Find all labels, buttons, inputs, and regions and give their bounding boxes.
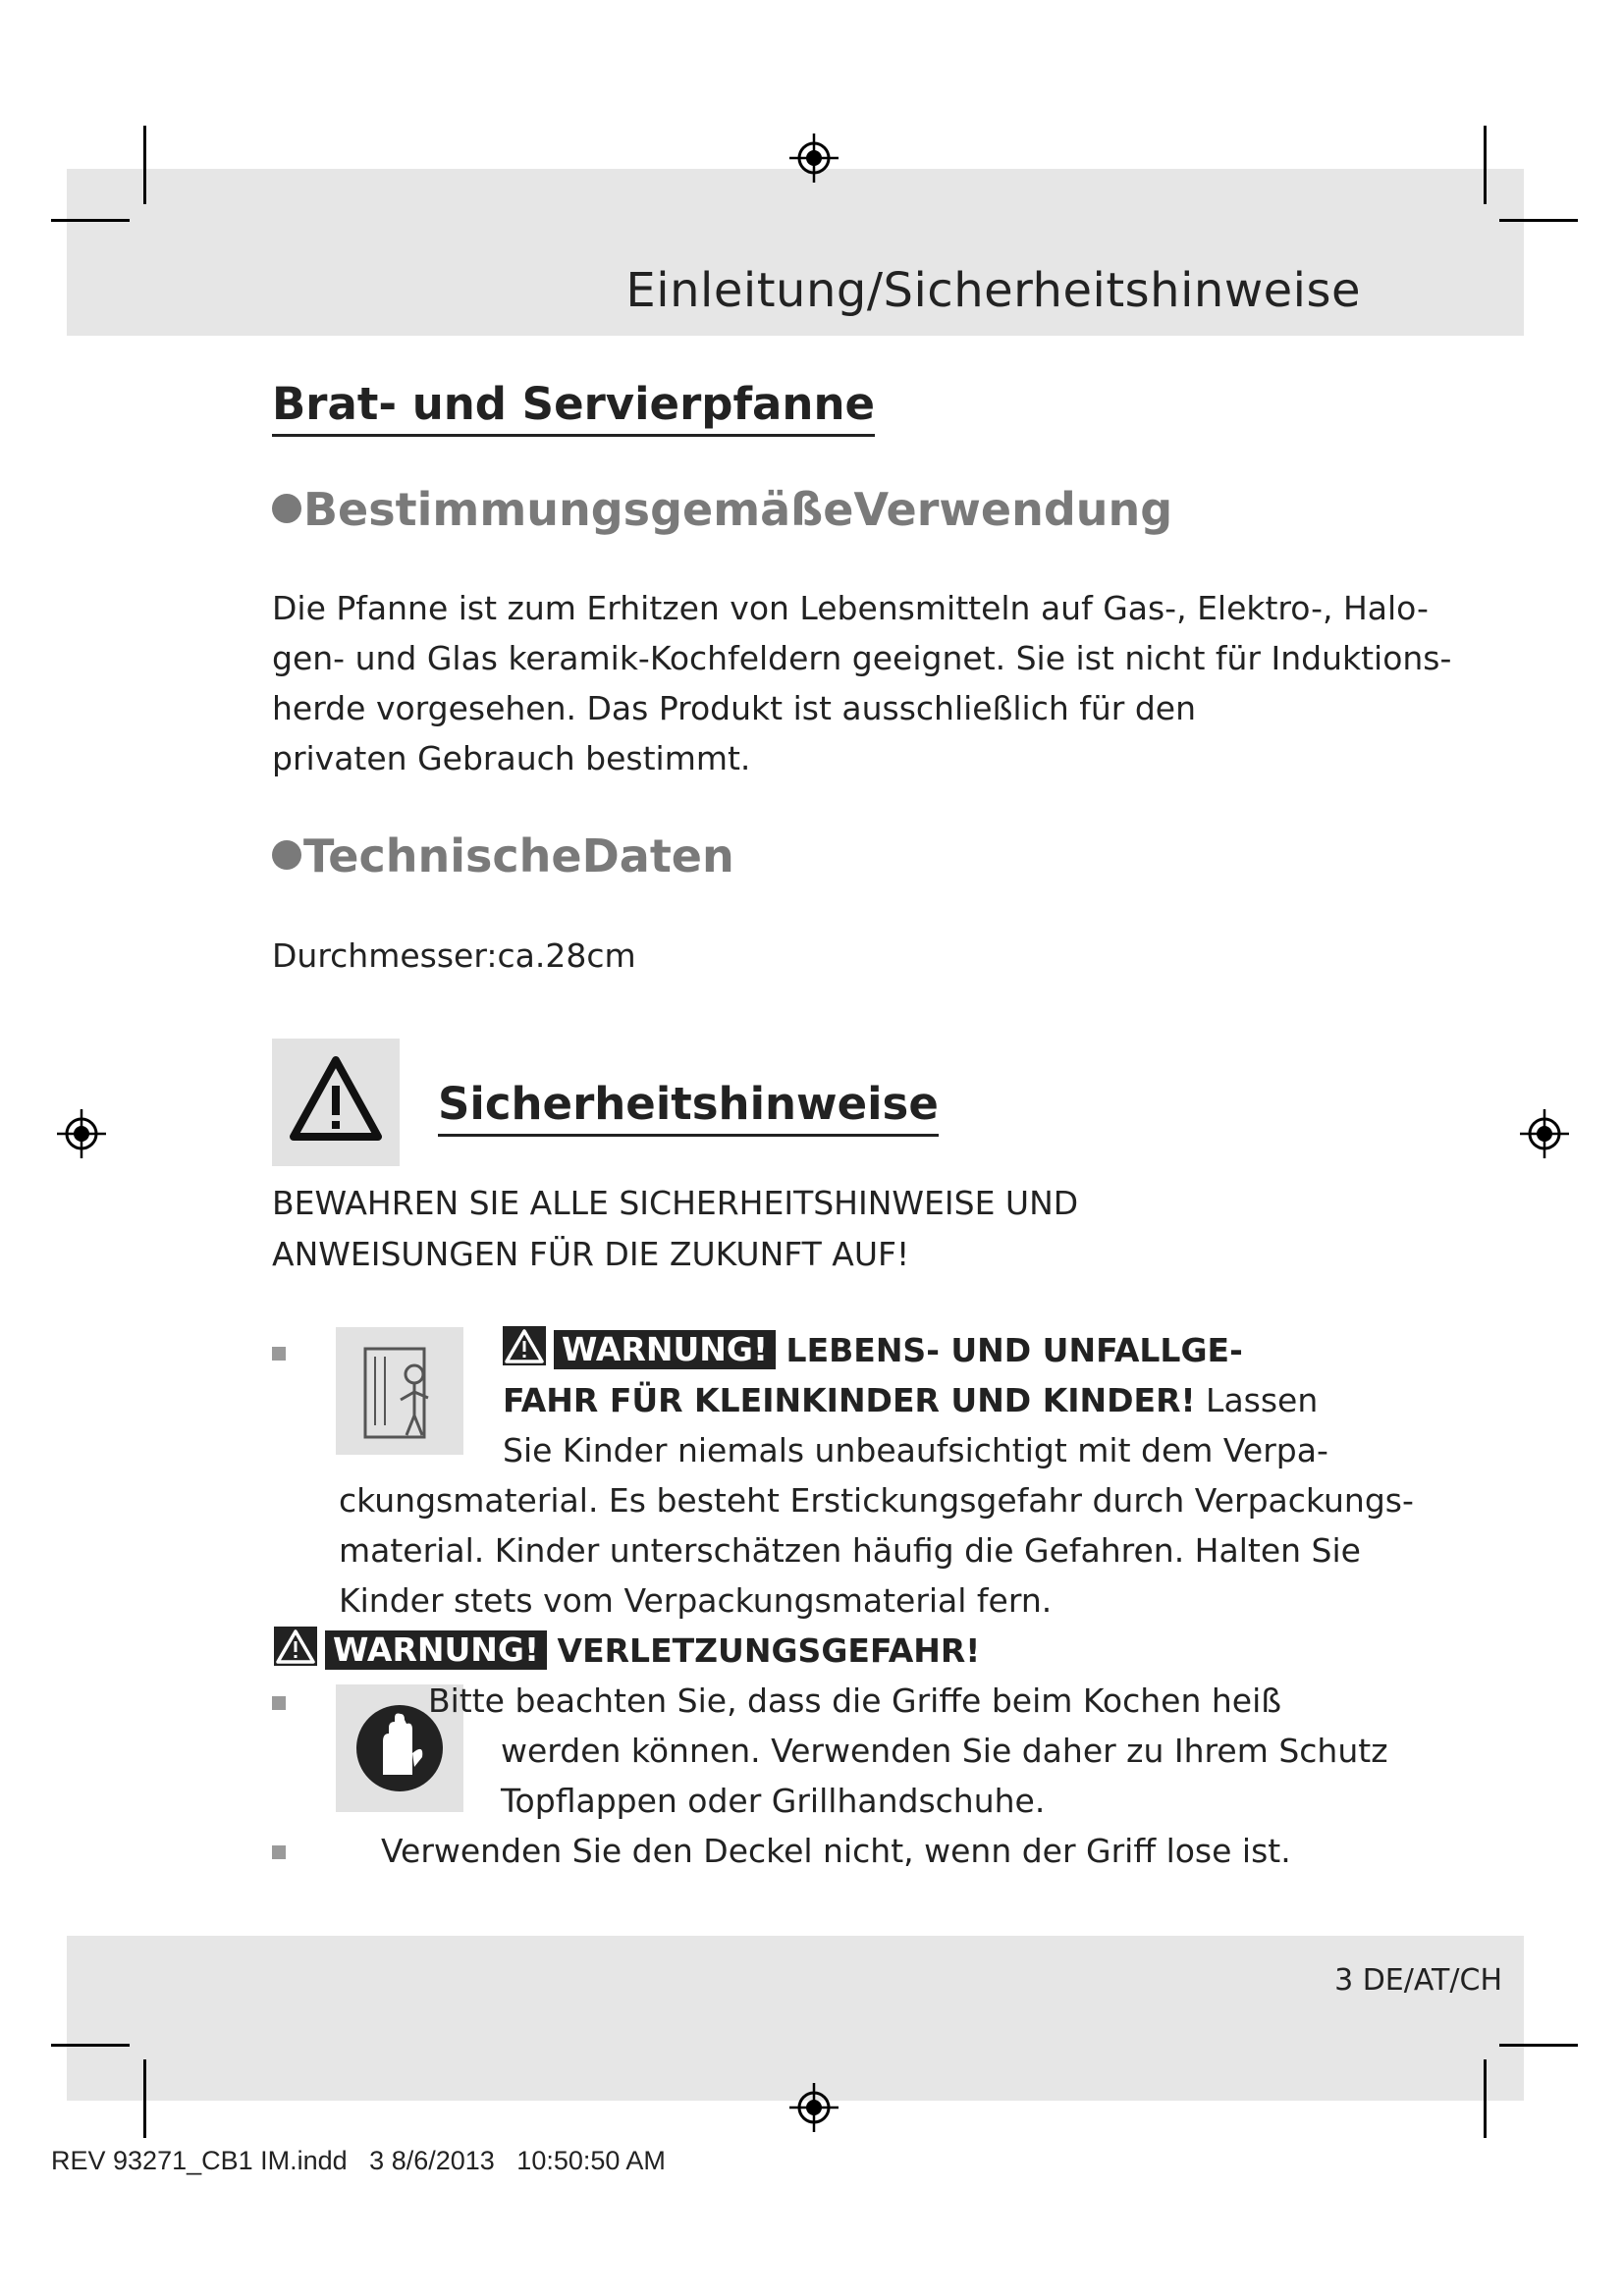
warning1-line3: Sie Kinder niemals unbeaufsichtigt mit dem Verpa-	[503, 1431, 1328, 1469]
crop-mark	[1484, 126, 1487, 204]
warning1-line6: Kinder stets vom Verpackungsmaterial fern.	[339, 1581, 1053, 1620]
page-header-title: Einleitung/Sicherheitshinweise	[625, 263, 1361, 318]
registration-mark-icon	[787, 2081, 840, 2134]
safety-icon-box	[272, 1039, 400, 1166]
bullet-square-icon	[272, 1347, 286, 1361]
warning2-heading: VERLETZUNGSGEFAHR!	[557, 1631, 981, 1670]
crop-mark	[1484, 2059, 1487, 2138]
crop-mark	[51, 219, 130, 222]
technical-data-heading-text: TechnischeDaten	[303, 829, 734, 882]
warning1-line1	[503, 1325, 1243, 1375]
paragraph-line: Die Pfanne ist zum Erhitzen von Lebensmitteln auf Gas-, Elektro-, Halo-	[272, 589, 1429, 627]
warning1-line5: material. Kinder unterschätzen häufig die Gefahren. Halten Sie	[339, 1531, 1361, 1570]
warning2-line1: Bitte beachten Sie, dass die Griffe beim Kochen heiß	[428, 1682, 1282, 1720]
registration-mark-icon	[787, 132, 840, 185]
crop-mark	[143, 126, 146, 204]
print-slug: REV 93271_CB1 IM.indd 3 8/6/2013 10:50:50 AM	[51, 2146, 666, 2175]
warning2-line2: werden können. Verwenden Sie daher zu Ihrem Schutz	[501, 1732, 1388, 1770]
warning2-heading-line	[274, 1626, 980, 1676]
registration-mark-icon	[55, 1107, 108, 1160]
warning1-line4: ckungsmaterial. Es besteht Erstickungsgefahr durch Verpackungs-	[339, 1481, 1414, 1520]
diameter-line: Durchmesser:ca.28cm	[272, 936, 636, 975]
intended-use-heading-text: BestimmungsgemäßeVerwendung	[303, 483, 1173, 536]
warning-triangle-icon	[274, 1627, 317, 1666]
paragraph-line: privaten Gebrauch bestimmt.	[272, 739, 751, 777]
crop-mark	[51, 2044, 130, 2047]
warning1-line2	[503, 1375, 1318, 1425]
warning2-line3: Topflappen oder Grillhandschuhe.	[501, 1782, 1046, 1820]
bullet-square-icon	[272, 1845, 286, 1859]
warning-badge: WARNUNG!	[325, 1630, 547, 1670]
crop-mark	[1499, 2044, 1578, 2047]
keep-instructions-notice	[272, 1178, 1078, 1280]
warning1-text2: Lassen	[1195, 1381, 1319, 1419]
safety-heading: Sicherheitshinweise	[438, 1078, 939, 1137]
bullet-dot-icon	[272, 494, 301, 523]
warning-triangle-icon	[503, 1326, 546, 1365]
registration-mark-icon	[1518, 1107, 1571, 1160]
crop-mark	[143, 2059, 146, 2138]
bullet-dot-icon	[272, 840, 301, 870]
bullet-square-icon	[272, 1696, 286, 1710]
crop-mark	[1499, 219, 1578, 222]
warning1-bold2: FAHR FÜR KLEINKINDER UND KINDER!	[503, 1381, 1196, 1419]
page-number: 3 DE/AT/CH	[1334, 1963, 1502, 1998]
paragraph-line: gen- und Glas keramik-Kochfeldern geeignet. Sie ist nicht für Induktions-	[272, 639, 1452, 677]
lid-note: Verwenden Sie den Deckel nicht, wenn der Griff lose ist.	[381, 1832, 1291, 1870]
footer-band	[67, 1936, 1524, 2101]
paragraph-line: herde vorgesehen. Das Produkt ist ausschließlich für den	[272, 689, 1197, 727]
product-title: Brat- und Servierpfanne	[272, 378, 875, 437]
technical-data-heading	[272, 829, 734, 882]
notice-line: ANWEISUNGEN FÜR DIE ZUKUNFT AUF!	[272, 1235, 910, 1273]
warning1-bold1: LEBENS- UND UNFALLGE-	[785, 1331, 1243, 1369]
intended-use-paragraph	[272, 583, 1451, 783]
warning-triangle-icon	[272, 1039, 400, 1166]
warning-badge: WARNUNG!	[554, 1330, 776, 1369]
intended-use-heading	[272, 483, 1172, 536]
child-packaging-icon	[336, 1327, 463, 1455]
notice-line: BEWAHREN SIE ALLE SICHERHEITSHINWEISE UND	[272, 1184, 1079, 1222]
